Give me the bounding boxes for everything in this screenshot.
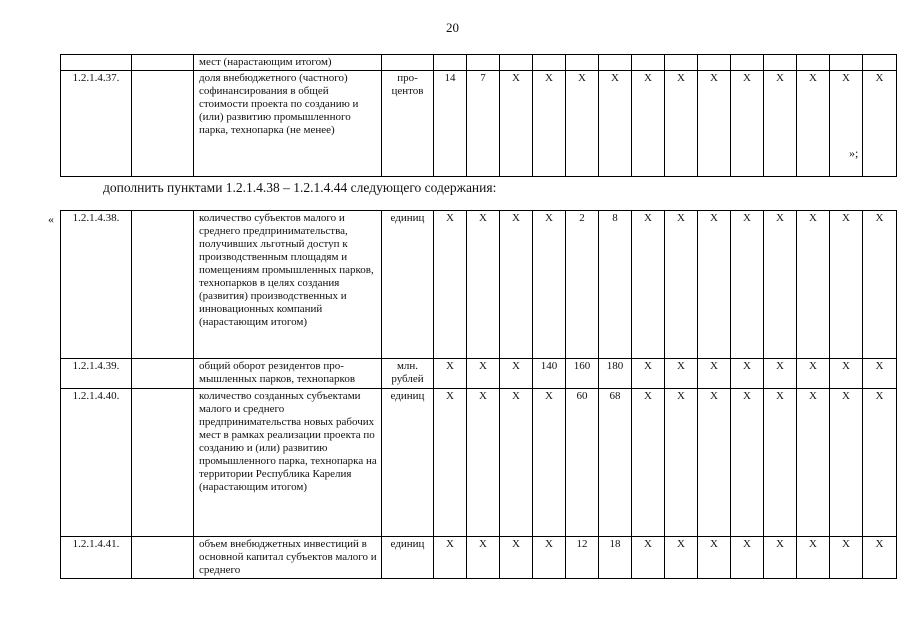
value-cell: X	[698, 71, 731, 177]
unit-cell: единиц	[382, 211, 434, 359]
value-cell	[500, 55, 533, 71]
value-cell	[863, 55, 897, 71]
bottom-table	[60, 210, 897, 579]
value-cell: X	[665, 211, 698, 359]
unit-cell: единиц	[382, 537, 434, 579]
unit-cell: про- центов	[382, 71, 434, 177]
value-cell: X	[434, 211, 467, 359]
value-cell: X	[434, 389, 467, 537]
instruction-text: дополнить пунктами 1.2.1.4.38 – 1.2.1.4.44 следующего содержания:	[103, 180, 497, 195]
row-number-cell: 1.2.1.4.41.	[61, 537, 132, 579]
value-cell: X	[764, 389, 797, 537]
value-cell: X	[731, 211, 764, 359]
value-cell	[698, 55, 731, 71]
table-row	[61, 389, 897, 537]
empty-cell	[132, 537, 194, 579]
value-cell: X	[533, 71, 566, 177]
description-cell: доля внебюджетного (частного) софинансирования в общей стоимости проекта по созданию и (или) развитию промышленного парка, технопарка (не менее)	[194, 71, 382, 177]
description-cell: мест (нарастающим итогом)	[194, 55, 382, 71]
value-cell	[533, 55, 566, 71]
table-row	[61, 71, 897, 177]
value-cell	[566, 55, 599, 71]
description-cell: объем внебюджетных инвестиций в основной капитал субъектов малого и среднего	[194, 537, 382, 579]
unit-cell: единиц	[382, 389, 434, 537]
unit-cell	[382, 55, 434, 71]
top-table	[60, 54, 897, 177]
value-cell: X	[467, 359, 500, 389]
unit-cell: млн. рублей	[382, 359, 434, 389]
value-cell	[764, 55, 797, 71]
value-cell: X	[698, 211, 731, 359]
value-cell: X	[764, 537, 797, 579]
row-number-cell: 1.2.1.4.40.	[61, 389, 132, 537]
value-cell: 18	[599, 537, 632, 579]
value-cell: X	[533, 211, 566, 359]
table-row	[61, 55, 897, 71]
value-cell: X	[830, 71, 863, 177]
value-cell: X	[731, 389, 764, 537]
value-cell: X	[698, 537, 731, 579]
value-cell: 68	[599, 389, 632, 537]
row-number-cell	[61, 55, 132, 71]
value-cell: X	[863, 359, 897, 389]
value-cell: X	[797, 211, 830, 359]
value-cell	[665, 55, 698, 71]
value-cell: X	[632, 537, 665, 579]
table-row	[61, 211, 897, 359]
value-cell: X	[863, 71, 897, 177]
value-cell: X	[533, 537, 566, 579]
value-cell	[797, 55, 830, 71]
value-cell	[434, 55, 467, 71]
description-cell: количество созданных субъектами малого и среднего предпринимательства новых рабочих мест в рамках реализации проекта по созданию и (или) развитию промышленного парка, технопарка на территории Республика Карелия (нарастающим итогом)	[194, 389, 382, 537]
value-cell: X	[863, 211, 897, 359]
value-cell: 8	[599, 211, 632, 359]
value-cell: X	[500, 71, 533, 177]
value-cell: X	[632, 359, 665, 389]
value-cell: X	[500, 211, 533, 359]
value-cell: 12	[566, 537, 599, 579]
value-cell: X	[434, 359, 467, 389]
value-cell: X	[731, 359, 764, 389]
empty-cell	[132, 389, 194, 537]
value-cell: X	[698, 389, 731, 537]
table-row	[61, 359, 897, 389]
value-cell: X	[665, 389, 698, 537]
empty-cell	[132, 211, 194, 359]
value-cell: 60	[566, 389, 599, 537]
row-number-cell: 1.2.1.4.38.	[61, 211, 132, 359]
value-cell: X	[533, 389, 566, 537]
value-cell: X	[830, 211, 863, 359]
description-cell: общий оборот резидентов про-мышленных парков, технопарков	[194, 359, 382, 389]
row-number-cell: 1.2.1.4.37.	[61, 71, 132, 177]
value-cell: X	[467, 211, 500, 359]
empty-cell	[132, 55, 194, 71]
value-cell: 160	[566, 359, 599, 389]
value-cell: X	[665, 359, 698, 389]
value-cell: X	[500, 359, 533, 389]
value-cell	[830, 55, 863, 71]
value-cell: X	[665, 537, 698, 579]
value-cell: X	[467, 537, 500, 579]
value-cell: X	[665, 71, 698, 177]
value-cell: X	[434, 537, 467, 579]
value-cell: 2	[566, 211, 599, 359]
value-cell: X	[797, 537, 830, 579]
value-cell: X	[632, 211, 665, 359]
empty-cell	[132, 71, 194, 177]
value-cell: 14	[434, 71, 467, 177]
value-cell: X	[731, 537, 764, 579]
page-number: 20	[446, 20, 459, 35]
value-cell: X	[764, 359, 797, 389]
value-cell: X	[566, 71, 599, 177]
value-cell: X	[830, 537, 863, 579]
value-cell: X	[797, 71, 830, 177]
value-cell: X	[599, 71, 632, 177]
value-cell: X	[797, 359, 830, 389]
description-cell: количество субъектов малого и среднего предпринимательства, получивших льготный доступ к производственным площадям и помещениям промышленных парков, технопарков в целях создания (развития) производственных и инновационных компаний (нарастающим итогом)	[194, 211, 382, 359]
value-cell: X	[863, 389, 897, 537]
value-cell: X	[797, 389, 830, 537]
row-number-cell: 1.2.1.4.39.	[61, 359, 132, 389]
table-row	[61, 537, 897, 579]
value-cell: X	[632, 389, 665, 537]
value-cell	[632, 55, 665, 71]
value-cell: X	[830, 359, 863, 389]
value-cell: X	[632, 71, 665, 177]
value-cell	[467, 55, 500, 71]
value-cell	[599, 55, 632, 71]
value-cell: 140	[533, 359, 566, 389]
value-cell: X	[830, 389, 863, 537]
empty-cell	[132, 359, 194, 389]
value-cell: X	[698, 359, 731, 389]
value-cell	[731, 55, 764, 71]
opening-quote-mark: «	[48, 212, 54, 226]
closing-quote-mark: »;	[849, 146, 859, 160]
value-cell: X	[764, 71, 797, 177]
value-cell: 7	[467, 71, 500, 177]
value-cell: X	[500, 389, 533, 537]
value-cell: X	[764, 211, 797, 359]
value-cell: 180	[599, 359, 632, 389]
value-cell: X	[863, 537, 897, 579]
value-cell: X	[467, 389, 500, 537]
value-cell: X	[500, 537, 533, 579]
value-cell: X	[731, 71, 764, 177]
